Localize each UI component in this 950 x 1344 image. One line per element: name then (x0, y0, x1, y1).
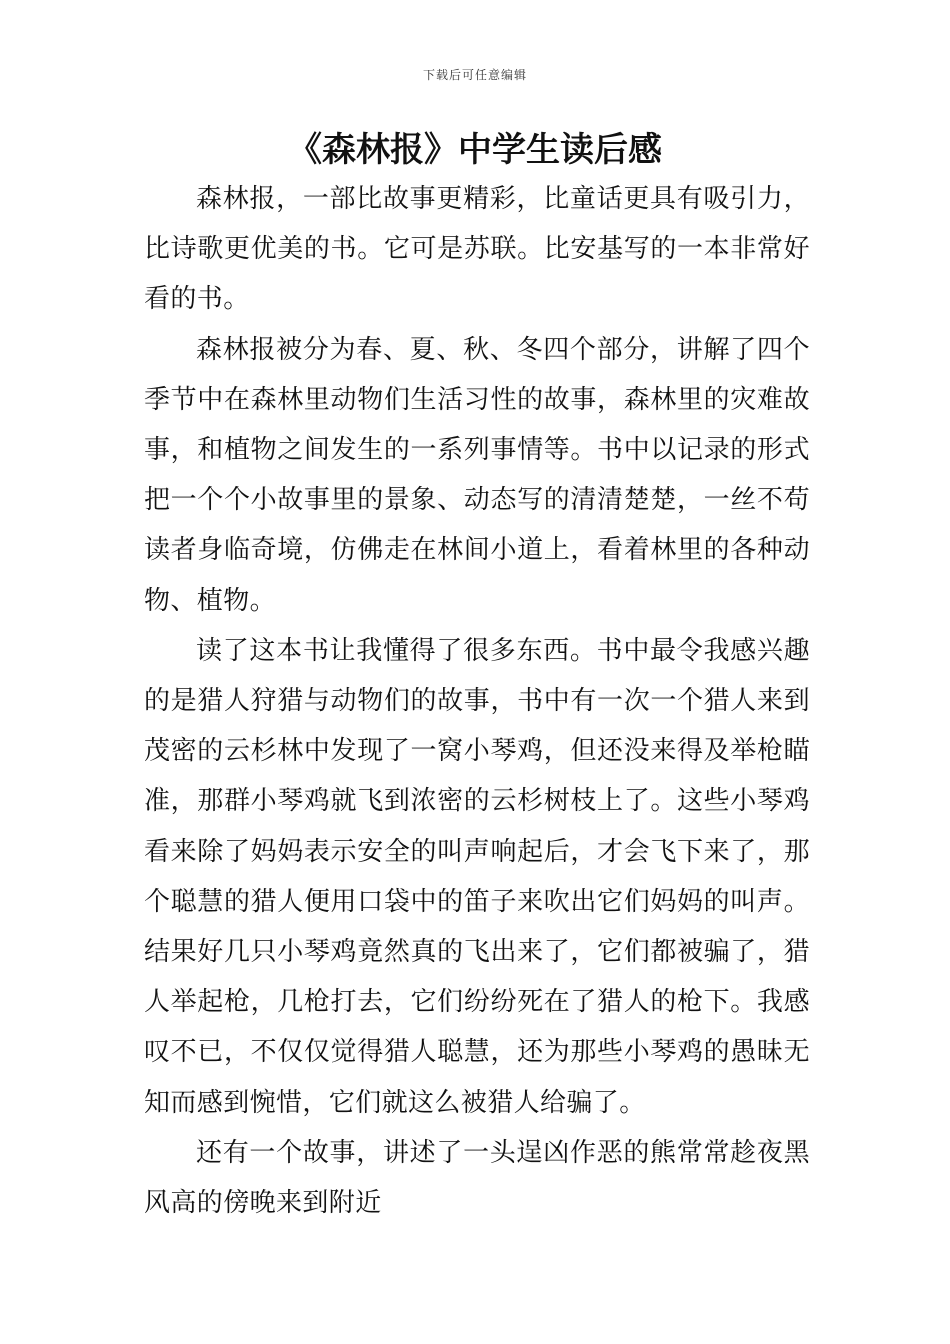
paragraph-bear-story: 还有一个故事，讲述了一头逞凶作恶的熊常常趁夜黑风高的傍晚来到附近 (144, 1137, 810, 1219)
paragraph-intro: 森林报，一部比故事更精彩，比童话更具有吸引力，比诗歌更优美的书。它可是苏联。比安基写的一本非常好看的书。 (144, 184, 810, 315)
paragraph-hunter-story: 读了这本书让我懂得了很多东西。书中最令我感兴趣的是猎人狩猎与动物们的故事，书中有一次一个猎人来到茂密的云杉林中发现了一窝小琴鸡，但还没来得及举枪瞄准，那群小琴鸡就飞到浓密的云杉树枝上了。这些小琴鸡看来除了妈妈表示安全的叫声响起后，才会飞下来了，那个聪慧的猎人便用口袋中的笛子来吹出它们妈妈的叫声。结果好几只小琴鸡竟然真的飞出来了，它们都被骗了，猎人举起枪，几枪打去，它们纷纷死在了猎人的枪下。我感叹不已，不仅仅觉得猎人聪慧，还为那些小琴鸡的愚昧无知而感到惋惜，它们就这么被猎人给骗了。 (144, 635, 810, 1118)
document-body (144, 174, 810, 1228)
paragraph-structure: 森林报被分为春、夏、秋、冬四个部分，讲解了四个季节中在森林里动物们生活习性的故事，森林里的灾难故事，和植物之间发生的一系列事情等。书中以记录的形式把一个个小故事里的景象、动态写的清清楚楚，一丝不苟读者身临奇境，仿佛走在林间小道上，看着林里的各种动物、植物。 (144, 334, 810, 616)
header-note: 下载后可任意编辑 (422, 68, 527, 82)
document-title: 《森林报》中学生读后感 (288, 130, 662, 170)
